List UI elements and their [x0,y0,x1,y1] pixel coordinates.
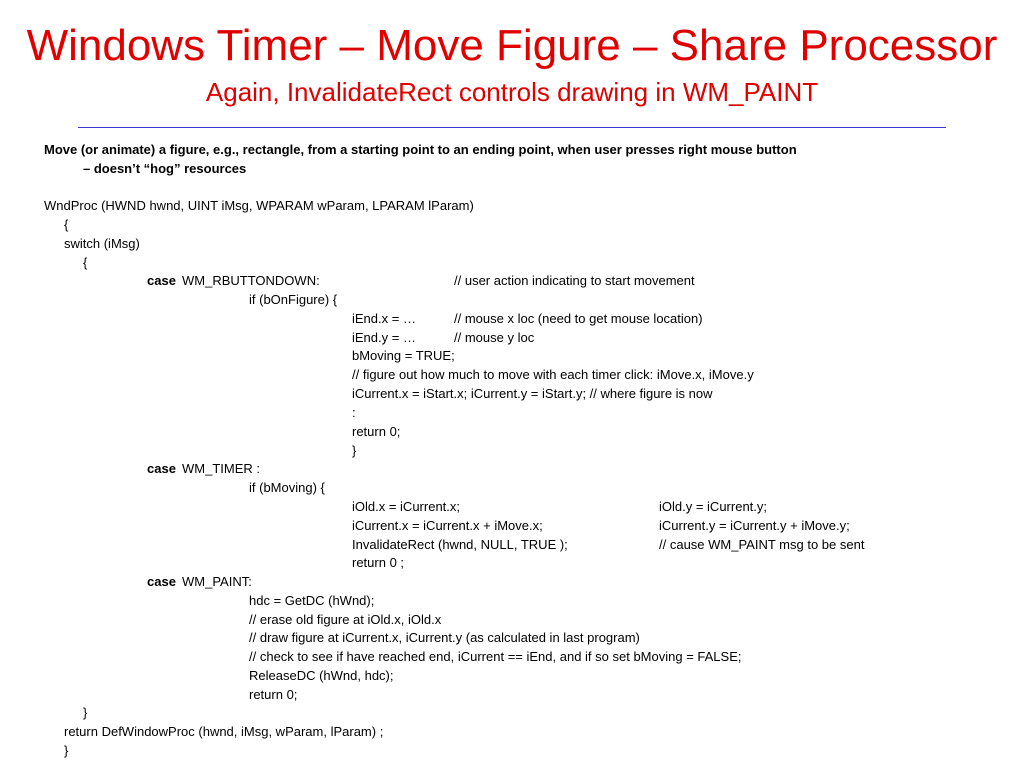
code-wndproc: WndProc (HWND hwnd, UINT iMsg, WPARAM wParam, LPARAM lParam) [44,198,474,213]
code-brace-open-switch: { [83,255,88,270]
code-brace-close-switch: } [83,705,88,720]
slide-title: Windows Timer – Move Figure – Share Processor [26,21,998,70]
code-comment-rbutton: // user action indicating to start movement [454,273,695,288]
code-comment-erase: // erase old figure at iOld.x, iOld.x [249,612,442,627]
code-return-0-timer: return 0 ; [352,555,405,570]
code-invalidaterect: InvalidateRect (hwnd, NULL, TRUE ); [352,537,568,552]
code-releasedc: ReleaseDC (hWnd, hdc); [249,668,394,683]
code-iend-x: iEnd.x = … [352,311,416,326]
code-hdc-getdc: hdc = GetDC (hWnd); [249,593,375,608]
code-icurrent-y: iCurrent.y = iCurrent.y + iMove.y; [659,518,850,533]
slide-subtitle: Again, InvalidateRect controls drawing in WM_PAINT [205,77,819,107]
code-if-moving: if (bMoving) { [249,480,325,495]
code-brace-close-rbutton: } [352,443,357,458]
code-wm-timer: WM_TIMER : [182,461,260,476]
code-case-keyword: case [147,574,176,589]
code-comment-draw: // draw figure at iCurrent.x, iCurrent.y (as calculated in last program) [249,630,640,645]
code-comment-iend-y: // mouse y loc [454,330,535,345]
code-brace-open-outer: { [64,217,69,232]
intro-line-1: Move (or animate) a figure, e.g., rectangle, from a starting point to an ending point, when user presses right mouse button [44,142,797,157]
code-rbuttondown: WM_RBUTTONDOWN: [182,273,320,288]
code-colon: : [352,405,356,420]
code-comment-check: // check to see if have reached end, iCurrent == iEnd, and if so set bMoving = FALSE; [249,649,742,664]
code-iold-x: iOld.x = iCurrent.x; [352,499,461,514]
code-comment-figure-out: // figure out how much to move with each timer click: iMove.x, iMove.y [352,367,754,382]
code-iend-y: iEnd.y = … [352,330,416,345]
code-return-0-paint: return 0; [249,687,298,702]
code-case-keyword: case [147,461,176,476]
code-case-keyword: case [147,273,176,288]
code-switch: switch (iMsg) [64,236,140,251]
code-bmoving-true: bMoving = TRUE; [352,348,455,363]
code-iold-y: iOld.y = iCurrent.y; [659,499,768,514]
code-return-defwindowproc: return DefWindowProc (hwnd, iMsg, wParam, lParam) ; [64,724,384,739]
code-return-0-rbutton: return 0; [352,424,401,439]
code-icurrent-start: iCurrent.x = iStart.x; iCurrent.y = iStart.y; // where figure is now [352,386,713,401]
code-if-onfigure: if (bOnFigure) { [249,292,338,307]
code-comment-iend-x: // mouse x loc (need to get mouse location) [454,311,703,326]
code-icurrent-x: iCurrent.x = iCurrent.x + iMove.x; [352,518,543,533]
code-brace-close-outer: } [64,743,69,758]
code-comment-invalidate: // cause WM_PAINT msg to be sent [659,537,865,552]
intro-line-2: – doesn’t “hog” resources [83,161,247,176]
code-wm-paint: WM_PAINT: [182,574,252,589]
